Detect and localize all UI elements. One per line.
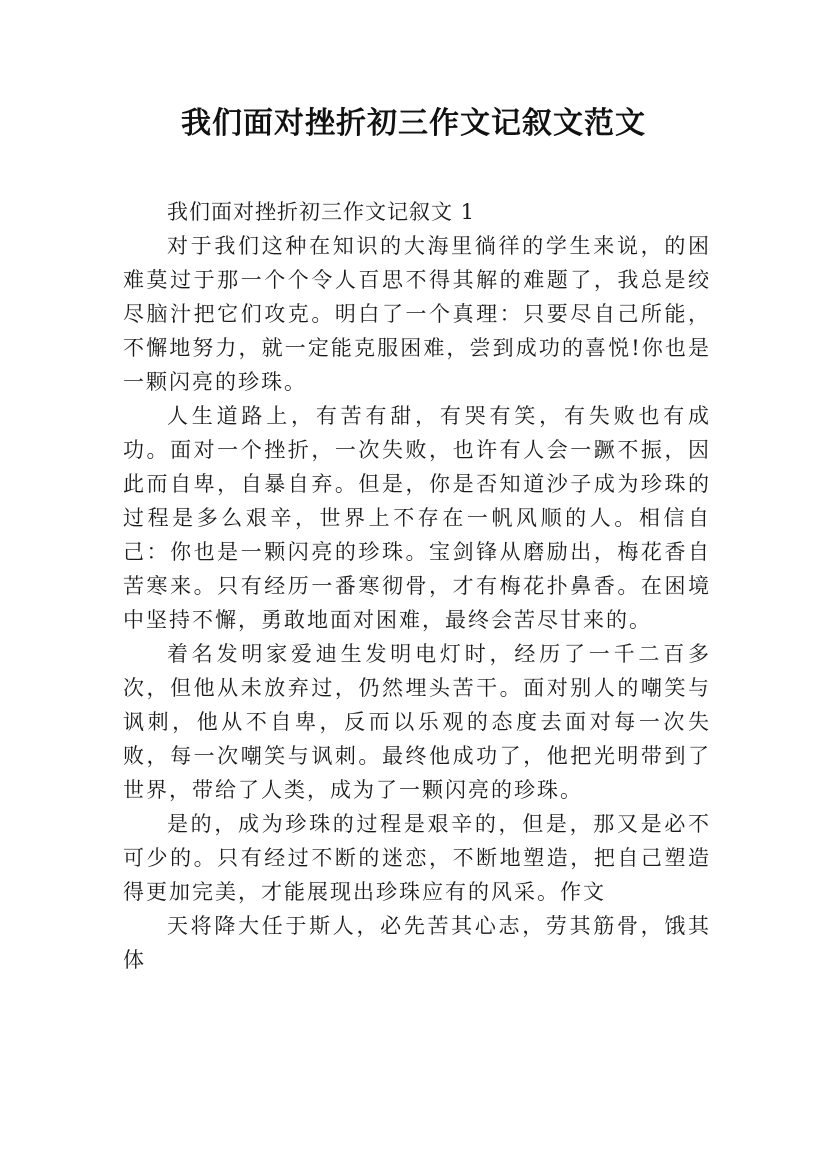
paragraph: 是的，成为珍珠的过程是艰辛的，但是，那又是必不可少的。只有经过不断的迷恋，不断地塑造，把自己塑造得更加完美，才能展现出珍珠应有的风采。作文	[123, 812, 711, 904]
document-body	[123, 195, 711, 977]
paragraph: 着名发明家爱迪生发明电灯时，经历了一千二百多次，但他从未放弃过，仍然埋头苦干。面对别人的嘲笑与讽刺，他从不自卑，反而以乐观的态度去面对每一次失败，每一次嘲笑与讽刺。最终他成功了，他把光明带到了世界，带给了人类，成为了一颗闪亮的珍珠。	[123, 642, 711, 802]
section-subtitle: 我们面对挫折初三作文记叙文 1	[167, 200, 476, 224]
paragraph: 对于我们这种在知识的大海里徜徉的学生来说，的困难莫过于那一个个令人百思不得其解的难题了，我总是绞尽脑汁把它们攻克。明白了一个真理：只要尽自己所能，不懈地努力，就一定能克服困难，尝到成功的喜悦!你也是一颗闪亮的珍珠。	[123, 234, 711, 394]
paragraph: 人生道路上，有苦有甜，有哭有笑，有失败也有成功。面对一个挫折，一次失败，也许有人会一蹶不振，因此而自卑，自暴自弃。但是，你是否知道沙子成为珍珠的过程是多么艰辛，世界上不存在一帆风顺的人。相信自己：你也是一颗闪亮的珍珠。宝剑锋从磨励出，梅花香自苦寒来。只有经历一番寒彻骨，才有梅花扑鼻香。在困境中坚持不懈，勇敢地面对困难，最终会苦尽甘来的。	[123, 404, 711, 632]
paragraph: 天将降大任于斯人，必先苦其心志，劳其筋骨，饿其体	[123, 914, 711, 972]
document-title: 我们面对挫折初三作文记叙文范文	[181, 106, 646, 141]
